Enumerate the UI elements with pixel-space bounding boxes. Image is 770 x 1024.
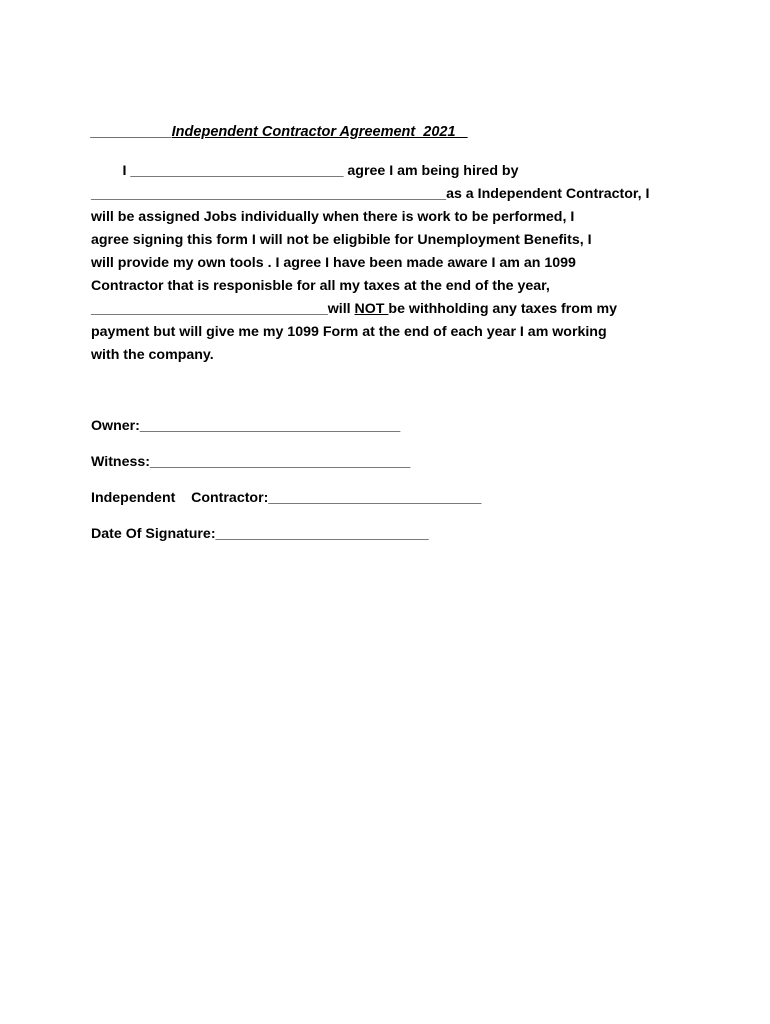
contractor-signature-line: Independent Contractor:___________________________ [91, 490, 482, 506]
body-line: will be assigned Jobs individually when there is work to be performed, I [91, 209, 575, 225]
emphasis-not: NOT [354, 301, 389, 317]
body-line: agree signing this form I will not be eligbible for Unemployment Benefits, I [91, 232, 592, 248]
body-line-part: ______________________________will [91, 301, 355, 317]
document-title [91, 124, 468, 140]
witness-signature-line: Witness:_________________________________ [91, 454, 411, 470]
title-lead-blank: __________ [91, 124, 172, 140]
owner-signature-line: Owner:_________________________________ [91, 418, 401, 434]
body-line: will provide my own tools . I agree I have been made aware I am an 1099 [91, 255, 576, 271]
body-line: with the company. [91, 347, 214, 363]
body-line: I ___________________________ agree I am being hired by [91, 163, 519, 179]
body-line: payment but will give me my 1099 Form at the end of each year I am working [91, 324, 607, 340]
body-line: Contractor that is responisble for all my taxes at the end of the year, [91, 278, 550, 294]
body-line-part: be withholding any taxes from my [388, 301, 618, 317]
title-text: Independent Contractor Agreement_2021 _ [171, 124, 468, 140]
date-of-signature-line: Date Of Signature:___________________________ [91, 526, 429, 542]
agreement-body [91, 160, 691, 367]
body-line [91, 298, 691, 321]
body-line: _____________________________________________as a Independent Contractor, I [91, 186, 650, 202]
